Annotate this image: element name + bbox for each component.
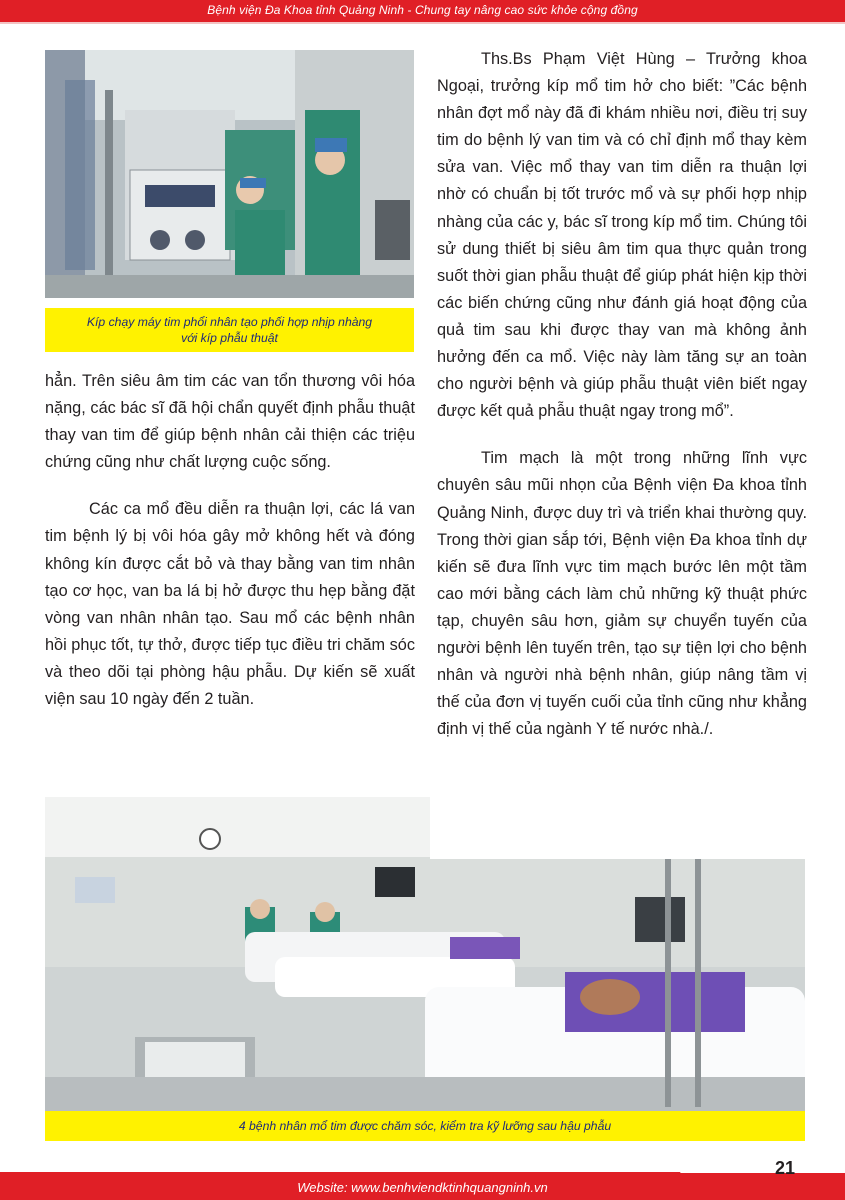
header-title: Bệnh viện Đa Khoa tỉnh Quảng Ninh - Chung tay nâng cao sức khỏe cộng đồng — [207, 3, 638, 17]
photo2-caption-text: 4 bệnh nhân mổ tim được chăm sóc, kiểm tra kỹ lưỡng sau hậu phẫu — [238, 1119, 612, 1133]
footer-website: Website: www.benhviendktinhquangninh.vn — [297, 1180, 548, 1195]
header-divider — [0, 22, 845, 24]
right-paragraph-2: Tim mạch là một trong những lĩnh vực chuyên sâu mũi nhọn của Bệnh viện Đa khoa tỉnh Quảng Ninh, được duy trì và triển khai thường quy. Trong thời gian sắp tới, Bệnh viện Đa khoa tỉnh dự kiến sẽ đưa lĩnh vực tim mạch bước lên một tầm cao mới bằng cách làm chủ những kỹ thuật phức tạp, chuyên sâu hơn, giảm sự chuyển tuyến của người bệnh lên tuyến trên, tạo sự tiện lợi cho bệnh nhân và người nhà bệnh nhân, giúp nâng tầm vị thế của đơn vị tuyến cuối của tỉnh cũng như khẳng định vị thế của ngành Y tế nước nhà./. — [437, 449, 807, 739]
photo-recovery-room — [45, 797, 805, 1111]
photo1-caption — [45, 308, 414, 352]
left-paragraph-1: hẳn. Trên siêu âm tim các van tổn thương vôi hóa nặng, các bác sĩ đã hội chẩn quyết định phẫu thuật thay van tim để giúp bệnh nhân cải thiện các triệu chứng cũng như chất lượng cuộc sống. — [45, 372, 415, 472]
left-paragraph-2: Các ca mổ đều diễn ra thuận lợi, các lá van tim bệnh lý bị vôi hóa gây mở không hết và đóng không kín được cắt bỏ và thay bằng van tim nhân tạo cơ học, van ba lá bị hở được thu hẹp bằng đặt vòng van nhân nhân tạo. Sau mổ các bệnh nhân hồi phục tốt, tự thở, được tiếp tục điều tri chăm sóc và theo dõi tại phòng hậu phẫu. Dự kiến sẽ xuất viện sau 10 ngày đến 2 tuần. — [45, 500, 415, 709]
photo-heart-lung-machine-team — [45, 50, 414, 298]
left-text-column — [45, 368, 415, 713]
right-text-column — [437, 46, 807, 743]
right-paragraph-1: Ths.Bs Phạm Việt Hùng – Trưởng khoa Ngoại, trưởng kíp mổ tim hở cho biết: ”Các bệnh nhân đợt mổ này đã đi khám nhiều nơi, điều trị suy tim do bệnh lý van tim và có chỉ định mổ thay kèm sửa van. Việc mổ thay van tim diễn ra thuận lợi nhờ có chuẩn bị tốt trước mổ và sự phối hợp nhịp nhàng của các y, bác sĩ trong kíp mổ tim. Chúng tôi sử dung thiết bị siêu âm tim qua thực quản trong suốt thời gian phẫu thuật để giúp phát hiện kịp thời các biến chứng cũng như đánh giá hoạt động của quả tim sau khi được thay van mà không ảnh hưởng đến ca mổ. Việc này làm tăng sự an toàn cho người bệnh và giúp phẫu thuật viên biết ngay được kết quả phẫu thuật ngay trong mổ”. — [437, 50, 807, 421]
photo1-caption-line2: với kíp phẫu thuật — [181, 331, 278, 345]
photo1-caption-line1: Kíp chạy máy tim phổi nhân tạo phối hợp nhịp nhàng — [86, 315, 373, 329]
photo2-caption — [45, 1111, 805, 1141]
page-number: 21 — [774, 1158, 796, 1178]
